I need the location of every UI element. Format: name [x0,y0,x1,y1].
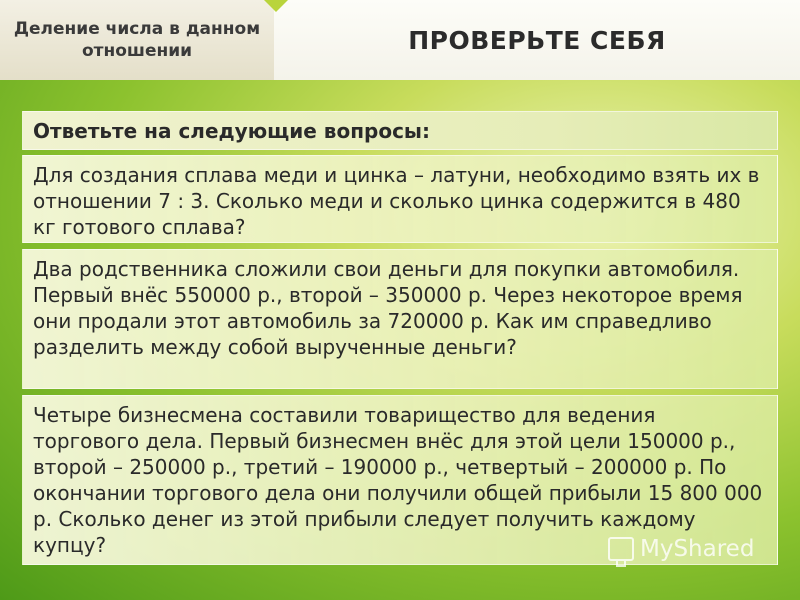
question-2: Два родственника сложили свои деньги для покупки автомобиля. Первый внёс 550000 р., второй – 350000 р. Через некоторое время они продали этот автомобиль за 720000 р. Как им справедливо разделить между собой вырученные деньги? [22,249,778,389]
section-title: Деление числа в данном отношении [0,0,274,80]
question-1: Для создания сплава меди и цинка – латуни, необходимо взять их в отношении 7 : 3. Сколько меди и сколько цинка содержится в 480 кг готового сплава? [22,155,778,243]
questions-prompt: Ответьте на следующие вопросы: [22,111,778,150]
presentation-icon [608,537,634,561]
watermark [608,536,754,562]
tab-notch [264,0,288,12]
title-bar [0,0,800,80]
watermark-text: MyShared [640,536,755,562]
question-3: Четыре бизнесмена составили товарищество для ведения торгового дела. Первый бизнесмен внёс для этой цели 150000 р., второй – 250000 р., третий – 190000 р., четвертый – 200000 р. По окончании торгового дела они получили общей прибыли 15 800 000 р. Сколько денег из этой прибыли следует получить каждому купцу? [22,395,778,565]
slide-title: ПРОВЕРЬТЕ СЕБЯ [274,0,800,80]
